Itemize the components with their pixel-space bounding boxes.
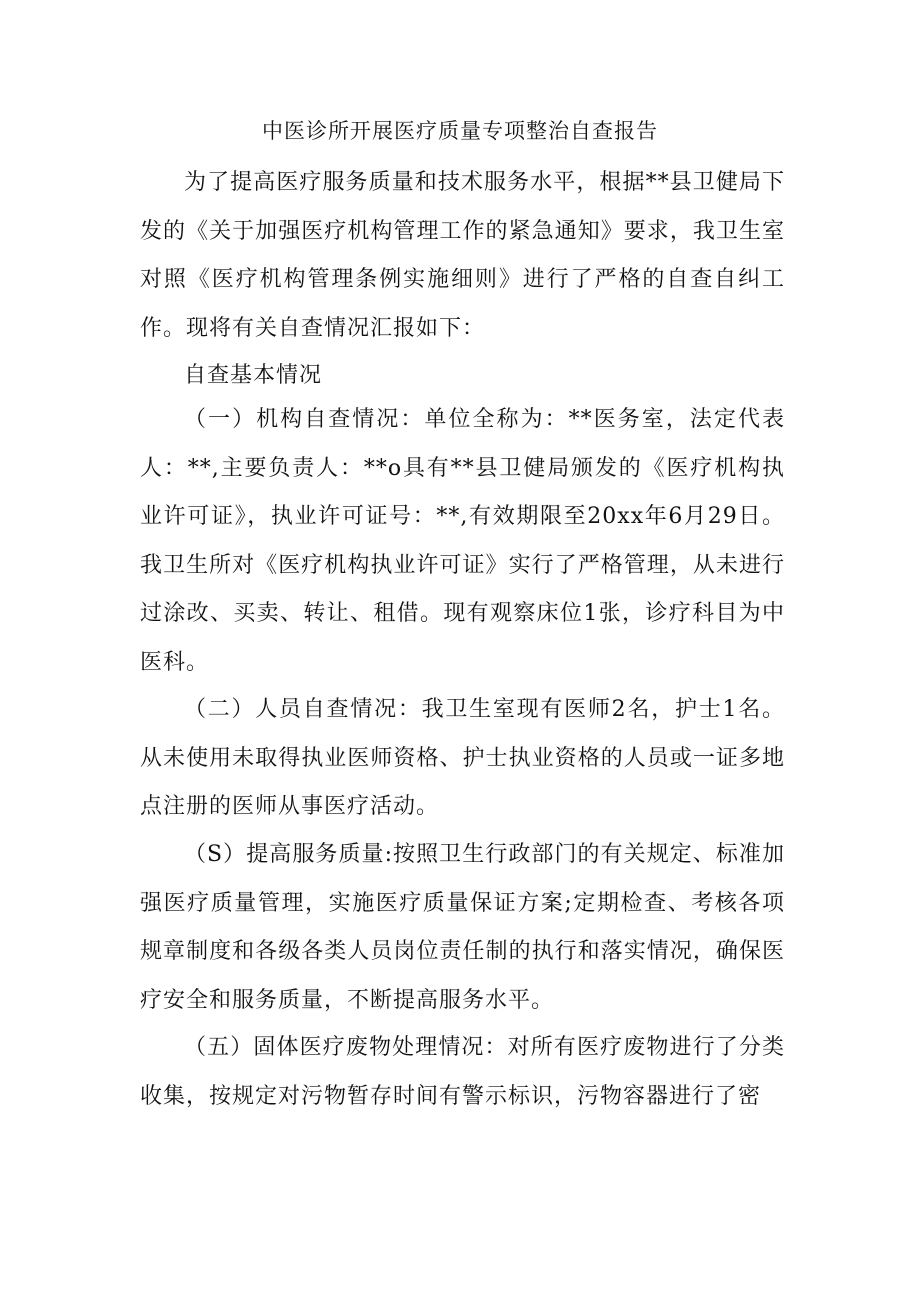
item-block-4: [140, 1024, 785, 1121]
item-block-2: [140, 686, 785, 832]
paragraph-item-3: （S）提高服务质量:按照卫生行政部门的有关规定、标准加强医疗质量管理，实施医疗质量保证方案;定期检查、考核各项规章制度和各级各类人员岗位责任制的执行和落实情况，确保医疗安全和服务质量，不断提高服务水平。: [140, 842, 785, 1013]
intro-block: [140, 159, 785, 353]
paragraph-item-4: （五）固体医疗废物处理情况：对所有医疗废物进行了分类收集，按规定对污物暂存时间有警示标识，污物容器进行了密: [140, 1035, 785, 1109]
document-title: 中医诊所开展医疗质量专项整治自查报告: [262, 119, 658, 143]
section-block: [140, 352, 785, 401]
item-block-3: [140, 831, 785, 1025]
paragraph-item-2: （二）人员自查情况：我卫生室现有医师2名，护士1名。从未使用未取得执业医师资格、护士执业资格的人员或一证多地点注册的医师从事医疗活动。: [140, 697, 785, 819]
intro-paragraph: 为了提高医疗服务质量和技术服务水平，根据**县卫健局下发的《关于加强医疗机构管理工作的紧急通知》要求，我卫生室对照《医疗机构管理条例实施细则》进行了严格的自查自纠工作。现将有关自查情况汇报如下：: [140, 170, 785, 341]
paragraph-item-1: （一）机构自查情况：单位全称为：**医务室，法定代表人：**,主要负责人：**o具有**县卫健局颁发的《医疗机构执业许可证》，执业许可证号：**,有效期限至20xx年6月29日。我卫生所对《医疗机构执业许可证》实行了严格管理，从未进行过涂改、买卖、转让、租借。现有观察床位1张，诊疗科目为中医科。: [140, 407, 785, 675]
section-heading: 自查基本情况: [184, 363, 323, 388]
item-block-1: [140, 396, 785, 687]
